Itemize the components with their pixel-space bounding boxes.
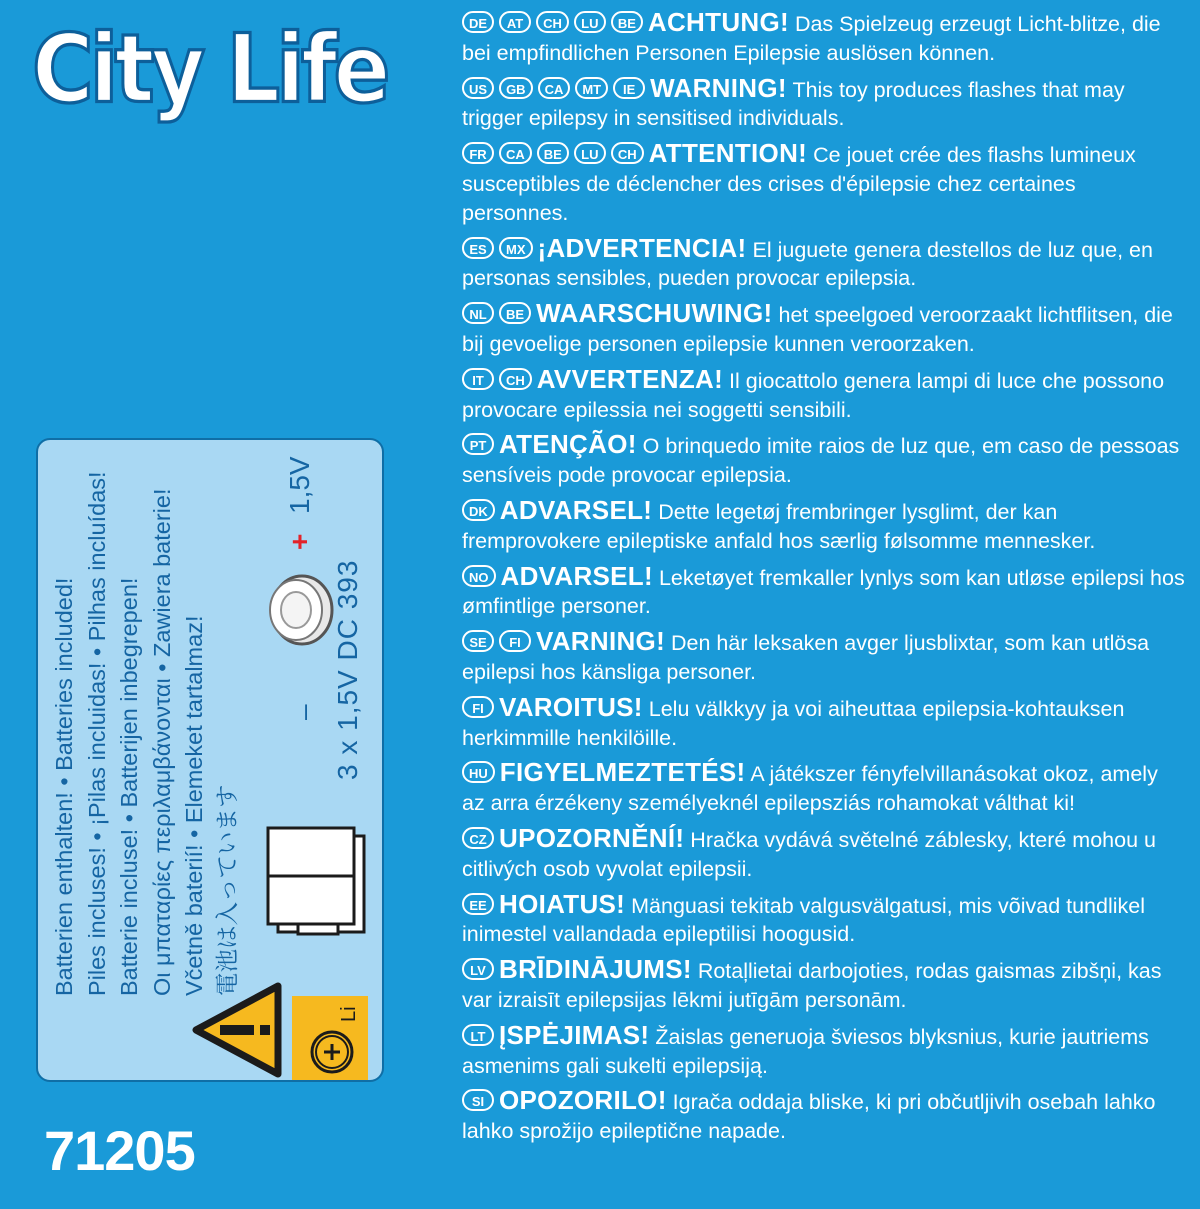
country-badge: PT xyxy=(462,433,494,455)
warning-title: ADVARSEL! xyxy=(500,560,653,591)
warning-block xyxy=(462,8,1186,68)
battery-included-text xyxy=(48,440,243,996)
country-badge: NL xyxy=(462,302,494,324)
country-badge: DK xyxy=(462,499,495,521)
battery-line: Batterien enthalten! • Batteries included! xyxy=(51,577,77,996)
warning-block xyxy=(462,299,1186,359)
warning-title: ACHTUNG! xyxy=(647,7,789,37)
warning-title: AVVERTENZA! xyxy=(536,363,724,394)
country-badge: CH xyxy=(611,142,644,164)
warning-block xyxy=(462,496,1186,556)
country-badge: LU xyxy=(574,142,606,164)
country-badge: CZ xyxy=(462,827,494,849)
country-badge: MT xyxy=(575,77,608,99)
country-badge: US xyxy=(462,77,494,99)
country-badge: HU xyxy=(462,761,495,783)
warning-block xyxy=(462,139,1186,227)
warning-title: VARNING! xyxy=(536,626,666,657)
battery-line: Piles incluses! • ¡Pilas incluidas! • Pilhas incluídas! xyxy=(83,471,110,996)
warning-text: Dette legetøj frembringer lysglimt, der kan fremprovokere epileptiske anfald hos særlig følsomme mennesker. xyxy=(462,499,1096,553)
warning-text: This toy produces flashes that may trigger epilepsy in sensitised individuals. xyxy=(462,77,1125,131)
warning-title: ADVARSEL! xyxy=(499,494,653,525)
country-badge: SE xyxy=(462,630,494,652)
warning-block xyxy=(462,824,1186,884)
lithium-label: Li xyxy=(338,1006,360,1022)
country-badge: SI xyxy=(462,1089,494,1111)
country-badge: CH xyxy=(536,11,569,33)
warning-title: VAROITUS! xyxy=(499,691,643,722)
country-badge: LV xyxy=(462,958,494,980)
country-badge: GB xyxy=(499,77,533,99)
warning-text: O brinquedo imite raios de luz que, em caso de pessoas sensíveis pode provocar epilepsia. xyxy=(462,434,1180,488)
warning-block xyxy=(462,365,1186,425)
warning-text: Igrača oddaja bliske, ki pri občutljivih osebah lahko lahko sprožijo epileptične napade. xyxy=(462,1090,1156,1144)
warning-text: Lelu välkkyy ja voi aiheuttaa epilepsia-kohtauksen herkimmille henkilöille. xyxy=(462,696,1125,750)
country-badge: BE xyxy=(499,302,531,324)
country-badge: CA xyxy=(538,77,571,99)
cell-spec: 3 x 1,5V DC 393 xyxy=(332,559,363,780)
battery-line: Batterie incluse! • Batterijen inbegrepen! xyxy=(116,577,142,996)
battery-pack-icon xyxy=(258,822,378,942)
warning-title: ATENÇÃO! xyxy=(499,429,637,460)
country-badge: MX xyxy=(499,237,533,259)
warning-text: Mänguasi tekitab valgusvälgatusi, mis võivad tundlikel inimestel vallandada epileptilisi hoogusid. xyxy=(462,893,1146,947)
battery-info-rotated xyxy=(38,440,382,1080)
warning-text: Leketøyet fremkaller lynlys som kan utløse epilepsi hos ømfintlige personer. xyxy=(462,565,1185,619)
product-number: 71205 xyxy=(44,1119,195,1182)
warning-block xyxy=(462,890,1186,950)
warning-title: HOIATUS! xyxy=(499,888,626,919)
warning-block xyxy=(462,627,1186,687)
country-badge: BE xyxy=(611,11,643,33)
country-badge: FI xyxy=(499,630,531,652)
country-badge: FI xyxy=(462,696,494,718)
warning-block xyxy=(462,1021,1186,1081)
warning-text: Žaislas generuoja šviesos blyksnius, kurie jautriems asmenims gali sukelti epilepsiją. xyxy=(462,1024,1149,1078)
warning-text: Il giocattolo genera lampi di luce che possono provocare epilessia nei soggetti sensibili. xyxy=(462,368,1165,422)
warning-title: OPOZORILO! xyxy=(499,1085,667,1116)
country-badge: LU xyxy=(574,11,606,33)
battery-line: 電池は入っています xyxy=(213,784,240,996)
warning-block xyxy=(462,74,1186,134)
country-badge: CA xyxy=(499,142,532,164)
warning-block xyxy=(462,693,1186,753)
warning-text: Hračka vydává světelné záblesky, které mohou u citlivých osob vyvolat epilepsii. xyxy=(462,827,1156,881)
country-badge: IT xyxy=(462,368,494,390)
country-badge: LT xyxy=(462,1024,494,1046)
country-badge: DE xyxy=(462,11,494,33)
warning-text: Rotaļlietai darbojoties, rodas gaismas zibšņi, kas var izraisīt epilepsijas lēkmi jutīgām personām. xyxy=(462,959,1162,1012)
country-badge: BE xyxy=(537,142,569,164)
battery-plus: + xyxy=(284,533,315,550)
country-badge: FR xyxy=(462,142,494,164)
warning-text: El juguete genera destellos de luz que, en personas sensibles, pueden provocar epilepsia. xyxy=(462,237,1153,291)
country-badge: CH xyxy=(499,368,532,390)
warning-title: ATTENTION! xyxy=(648,138,808,169)
battery-minus: – xyxy=(288,704,319,720)
warning-title: WAARSCHUWING! xyxy=(536,298,773,329)
warning-block xyxy=(462,234,1186,294)
warning-block xyxy=(462,955,1186,1015)
warning-text: A játékszer fényfelvillanásokat okoz, amely az arra érzékeny személyeknél epilepsziás rohamokat válthat ki! xyxy=(462,762,1158,816)
country-badge: NO xyxy=(462,565,496,587)
city-life-logo: City Life xyxy=(32,14,387,124)
warning-title: BRĪDINĀJUMS! xyxy=(499,954,692,985)
button-cell-icon xyxy=(258,570,338,650)
country-badge: ES xyxy=(462,237,494,259)
warning-text: Den här leksaken avger ljusblixtar, som kan utlösa epilepsi hos känsliga personer. xyxy=(462,631,1150,684)
battery-voltage: 1,5V xyxy=(284,456,315,514)
battery-line: Οι μπαταρίες περιλαμβάνονται • Zawiera baterie! xyxy=(148,488,175,996)
warning-title: FIGYELMEZTETÉS! xyxy=(499,757,746,788)
epilepsy-warnings xyxy=(462,8,1186,1152)
country-badge: IE xyxy=(613,77,645,99)
warning-text: Ce jouet crée des flashs lumineux susceptibles de déclencher des crises d'épilepsie chez certaines personnes. xyxy=(462,143,1136,225)
warning-title: ¡ADVERTENCIA! xyxy=(537,232,747,263)
warning-block xyxy=(462,430,1186,490)
battery-info-panel xyxy=(36,438,384,1082)
country-badge: EE xyxy=(462,893,494,915)
battery-line: Včetně baterií! • Elemeket tartalmaz! xyxy=(181,615,207,996)
warning-title: UPOZORNĚNÍ! xyxy=(499,822,685,853)
warning-title: WARNING! xyxy=(650,72,787,103)
warning-text: het speelgoed veroorzaakt lichtflitsen, die bij gevoelige personen epilepsie kunnen veroorzaken. xyxy=(462,303,1173,356)
warning-block xyxy=(462,562,1186,622)
warning-text: Das Spielzeug erzeugt Licht-blitze, die bei empfindlichen Personen Epilepsie auslösen können. xyxy=(462,12,1161,65)
warning-block xyxy=(462,758,1186,818)
warning-title: ĮSPĖJIMAS! xyxy=(499,1019,650,1050)
warning-block xyxy=(462,1086,1186,1146)
country-badge: AT xyxy=(499,11,531,33)
